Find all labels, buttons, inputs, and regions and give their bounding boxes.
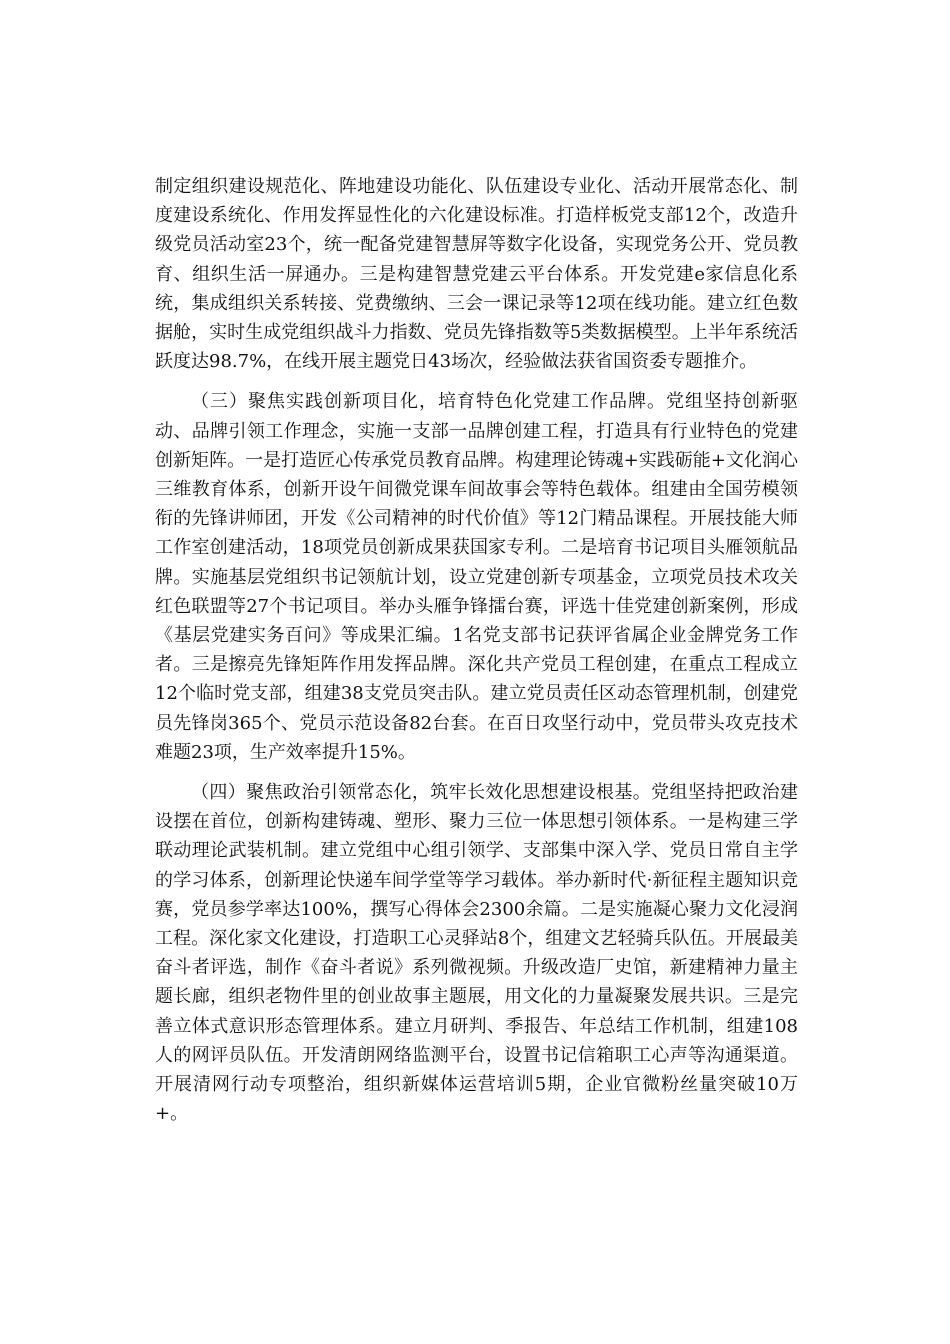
paragraph-section-four: （四）聚焦政治引领常态化，筑牢长效化思想建设根基。党组坚持把政治建设摆在首位，创新构建铸魂、塑形、聚力三位一体思想引领体系。一是构建三学联动理论武装机制。建立党组中心组引领学、支部集中深入学、党员日常自主学的学习体系，创新理论快递车间学堂等学习载体。举办新时代·新征程主题知识竞赛，党员参学率达100%，撰写心得体会2300余篇。二是实施凝心聚力文化浸润工程。深化家文化建设，打造职工心灵驿站8个，组建文艺轻骑兵队伍。开展最美奋斗者评选，制作《奋斗者说》系列微视频。升级改造厂史馆，新建精神力量主题长廊，组织老物件里的创业故事主题展，用文化的力量凝聚发展共识。三是完善立体式意识形态管理体系。建立月研判、季报告、年总结工作机制，组建108人的网评员队伍。开发清朗网络监测平台，设置书记信箱职工心声等沟通渠道。开展清网行动专项整治，组织新媒体运营培训5期，企业官微粉丝量突破10万+。 [155,782,798,1125]
document-body [155,172,798,1140]
paragraph-continued: 制定组织建设规范化、阵地建设功能化、队伍建设专业化、活动开展常态化、制度建设系统化、作用发挥显性化的六化建设标准。打造样板党支部12个，改造升级党员活动室23个，统一配备党建智慧屏等数字化设备，实现党务公开、党员教育、组织生活一屏通办。三是构建智慧党建云平台体系。开发党建e家信息化系统，集成组织关系转接、党费缴纳、三会一课记录等12项在线功能。建立红色数据舱，实时生成党组织战斗力指数、党员先锋指数等5类数据模型。上半年系统活跃度达98.7%，在线开展主题党日43场次，经验做法获省国资委专题推介。 [155,176,798,373]
paragraph-section-three: （三）聚焦实践创新项目化，培育特色化党建工作品牌。党组坚持创新驱动、品牌引领工作理念，实施一支部一品牌创建工程，打造具有行业特色的党建创新矩阵。一是打造匠心传承党员教育品牌。构建理论铸魂+实践砺能+文化润心三维教育体系，创新开设午间微党课车间故事会等特色载体。组建由全国劳模领衔的先锋讲师团，开发《公司精神的时代价值》等12门精品课程。开展技能大师工作室创建活动，18项党员创新成果获国家专利。二是培育书记项目头雁领航品牌。实施基层党组织书记领航计划，设立党建创新专项基金，立项党员技术攻关红色联盟等27个书记项目。举办头雁争锋擂台赛，评选十佳党建创新案例，形成《基层党建实务百问》等成果汇编。1名党支部书记获评省属企业金牌党务工作者。三是擦亮先锋矩阵作用发挥品牌。深化共产党员工程创建，在重点工程成立12个临时党支部，组建38支党员突击队。建立党员责任区动态管理机制，创建党员先锋岗365个、党员示范设备82台套。在百日攻坚行动中，党员带头攻克技术难题23项，生产效率提升15%。 [155,391,798,763]
